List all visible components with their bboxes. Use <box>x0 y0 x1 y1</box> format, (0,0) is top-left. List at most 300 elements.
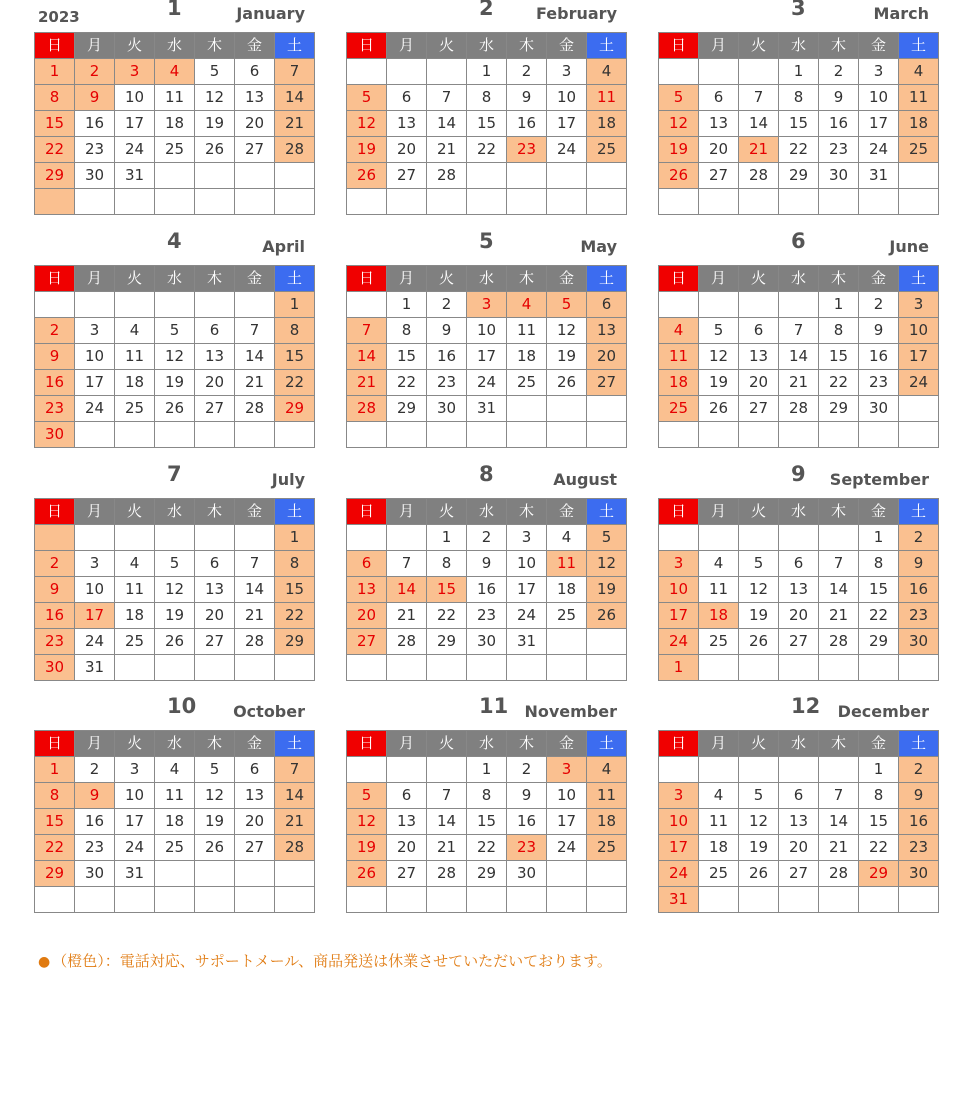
month-number: 10 <box>167 694 197 718</box>
day-cell: 25 <box>507 370 547 396</box>
day-cell: 10 <box>115 85 155 111</box>
day-cell: 23 <box>507 835 547 861</box>
day-cell: 5 <box>195 59 235 85</box>
day-cell: 4 <box>155 757 195 783</box>
empty-cell <box>587 396 627 422</box>
day-cell: 2 <box>35 551 75 577</box>
week-row <box>659 757 939 783</box>
day-cell: 15 <box>387 344 427 370</box>
day-cell: 9 <box>899 783 939 809</box>
day-cell: 28 <box>387 629 427 655</box>
day-cell: 17 <box>115 809 155 835</box>
day-cell: 25 <box>659 396 699 422</box>
day-cell: 3 <box>115 757 155 783</box>
weekday-header: 金 <box>859 499 899 525</box>
day-cell: 5 <box>587 525 627 551</box>
weekday-header: 水 <box>467 731 507 757</box>
empty-cell <box>115 887 155 913</box>
day-cell: 14 <box>779 344 819 370</box>
month-header <box>34 229 308 265</box>
empty-cell <box>387 422 427 448</box>
day-cell: 21 <box>275 111 315 137</box>
day-cell: 19 <box>195 111 235 137</box>
empty-cell <box>699 887 739 913</box>
month-header <box>658 229 932 265</box>
weekday-header-row <box>659 33 939 59</box>
empty-cell <box>155 292 195 318</box>
day-cell: 21 <box>427 835 467 861</box>
day-cell: 3 <box>75 318 115 344</box>
weekday-header: 水 <box>155 731 195 757</box>
day-cell: 19 <box>347 137 387 163</box>
weekday-header: 日 <box>35 731 75 757</box>
day-cell: 18 <box>115 603 155 629</box>
empty-cell <box>547 629 587 655</box>
day-cell: 8 <box>35 783 75 809</box>
week-row <box>347 85 627 111</box>
day-cell: 9 <box>899 551 939 577</box>
day-cell: 25 <box>155 137 195 163</box>
day-cell: 16 <box>899 809 939 835</box>
week-row <box>659 655 939 681</box>
weekday-header-row <box>659 731 939 757</box>
day-cell: 11 <box>155 783 195 809</box>
day-cell: 13 <box>195 344 235 370</box>
weekday-header: 土 <box>275 33 315 59</box>
day-cell: 26 <box>739 629 779 655</box>
day-cell: 15 <box>275 577 315 603</box>
weekday-header: 日 <box>35 499 75 525</box>
week-row <box>347 422 627 448</box>
day-cell: 4 <box>699 551 739 577</box>
empty-cell <box>347 655 387 681</box>
week-row <box>35 292 315 318</box>
month-header <box>346 229 620 265</box>
day-cell: 26 <box>195 835 235 861</box>
empty-cell <box>347 59 387 85</box>
month-calendar <box>34 694 308 913</box>
empty-cell <box>155 861 195 887</box>
empty-cell <box>547 655 587 681</box>
day-cell: 6 <box>235 757 275 783</box>
week-row <box>35 757 315 783</box>
day-cell: 3 <box>75 551 115 577</box>
day-cell: 21 <box>819 603 859 629</box>
empty-cell <box>347 422 387 448</box>
empty-cell <box>587 655 627 681</box>
day-cell: 24 <box>115 137 155 163</box>
day-cell: 14 <box>739 111 779 137</box>
week-row <box>35 370 315 396</box>
day-cell: 15 <box>467 111 507 137</box>
day-cell: 11 <box>115 344 155 370</box>
day-cell: 17 <box>547 111 587 137</box>
day-cell: 27 <box>195 629 235 655</box>
year-label: 2023 <box>38 8 80 26</box>
day-cell: 27 <box>235 835 275 861</box>
empty-cell <box>819 422 859 448</box>
day-cell: 17 <box>467 344 507 370</box>
weekday-header: 火 <box>427 731 467 757</box>
weekday-header: 木 <box>819 33 859 59</box>
day-cell: 24 <box>75 629 115 655</box>
day-cell: 24 <box>659 861 699 887</box>
day-cell: 20 <box>699 137 739 163</box>
day-cell: 4 <box>587 59 627 85</box>
day-cell: 3 <box>547 757 587 783</box>
day-cell: 17 <box>659 835 699 861</box>
weekday-header: 火 <box>739 731 779 757</box>
week-row <box>35 85 315 111</box>
empty-cell <box>155 525 195 551</box>
day-cell: 5 <box>155 318 195 344</box>
day-cell: 22 <box>35 835 75 861</box>
day-cell: 11 <box>155 85 195 111</box>
weekday-header: 土 <box>587 266 627 292</box>
day-cell: 6 <box>195 318 235 344</box>
day-cell: 24 <box>859 137 899 163</box>
week-row <box>35 835 315 861</box>
day-cell: 29 <box>467 861 507 887</box>
day-cell: 20 <box>779 603 819 629</box>
week-row <box>659 783 939 809</box>
day-cell: 28 <box>739 163 779 189</box>
week-row <box>35 189 315 215</box>
weekday-header: 木 <box>819 266 859 292</box>
weekday-header: 土 <box>275 499 315 525</box>
empty-cell <box>859 189 899 215</box>
week-row <box>659 525 939 551</box>
day-cell: 30 <box>859 396 899 422</box>
day-cell: 10 <box>547 85 587 111</box>
day-cell: 9 <box>75 783 115 809</box>
empty-cell <box>195 887 235 913</box>
week-row <box>347 603 627 629</box>
empty-cell <box>347 757 387 783</box>
month-header <box>34 0 308 32</box>
day-cell: 12 <box>699 344 739 370</box>
month-calendar <box>34 229 308 448</box>
weekday-header: 木 <box>507 266 547 292</box>
day-cell: 2 <box>859 292 899 318</box>
weekday-header: 日 <box>35 33 75 59</box>
day-cell: 31 <box>115 861 155 887</box>
day-cell: 26 <box>659 163 699 189</box>
month-calendar <box>658 229 932 448</box>
month-header <box>34 462 308 498</box>
empty-cell <box>275 163 315 189</box>
week-row <box>35 809 315 835</box>
empty-cell <box>427 757 467 783</box>
day-cell: 3 <box>659 551 699 577</box>
empty-cell <box>35 525 75 551</box>
day-cell: 20 <box>779 835 819 861</box>
day-cell: 27 <box>779 629 819 655</box>
month-table <box>346 498 627 681</box>
day-cell: 11 <box>587 85 627 111</box>
day-cell: 25 <box>699 629 739 655</box>
legend-marker: ● <box>38 954 51 970</box>
week-row <box>347 189 627 215</box>
legend-note <box>38 950 612 971</box>
week-row <box>659 163 939 189</box>
month-header <box>346 0 620 32</box>
weekday-header: 月 <box>75 731 115 757</box>
week-row <box>659 318 939 344</box>
empty-cell <box>235 163 275 189</box>
day-cell: 29 <box>859 861 899 887</box>
day-cell: 28 <box>275 835 315 861</box>
day-cell: 23 <box>899 603 939 629</box>
day-cell: 8 <box>35 85 75 111</box>
empty-cell <box>859 422 899 448</box>
day-cell: 6 <box>347 551 387 577</box>
day-cell: 7 <box>739 85 779 111</box>
empty-cell <box>195 422 235 448</box>
weekday-header: 水 <box>467 33 507 59</box>
week-row <box>35 344 315 370</box>
day-cell: 11 <box>699 809 739 835</box>
day-cell: 8 <box>859 551 899 577</box>
week-row <box>659 137 939 163</box>
day-cell: 10 <box>659 809 699 835</box>
day-cell: 12 <box>587 551 627 577</box>
week-row <box>347 887 627 913</box>
day-cell: 1 <box>427 525 467 551</box>
day-cell: 16 <box>35 370 75 396</box>
month-name: May <box>580 237 617 256</box>
week-row <box>35 525 315 551</box>
day-cell: 14 <box>235 577 275 603</box>
day-cell: 9 <box>819 85 859 111</box>
day-cell: 15 <box>275 344 315 370</box>
week-row <box>659 292 939 318</box>
empty-cell <box>195 163 235 189</box>
week-row <box>347 577 627 603</box>
empty-cell <box>547 189 587 215</box>
day-cell: 10 <box>659 577 699 603</box>
day-cell: 26 <box>739 861 779 887</box>
day-cell: 17 <box>859 111 899 137</box>
day-cell: 18 <box>659 370 699 396</box>
day-cell: 31 <box>659 887 699 913</box>
empty-cell <box>547 396 587 422</box>
empty-cell <box>739 422 779 448</box>
day-cell: 7 <box>779 318 819 344</box>
week-row <box>347 318 627 344</box>
day-cell: 17 <box>507 577 547 603</box>
day-cell: 12 <box>347 809 387 835</box>
weekday-header: 月 <box>387 33 427 59</box>
day-cell: 7 <box>427 85 467 111</box>
day-cell: 20 <box>195 370 235 396</box>
week-row <box>659 422 939 448</box>
weekday-header: 木 <box>819 731 859 757</box>
day-cell: 12 <box>739 809 779 835</box>
day-cell: 29 <box>819 396 859 422</box>
day-cell: 27 <box>739 396 779 422</box>
empty-cell <box>235 422 275 448</box>
month-number: 1 <box>167 0 182 20</box>
day-cell: 12 <box>195 783 235 809</box>
weekday-header: 土 <box>275 266 315 292</box>
month-number: 5 <box>479 229 494 253</box>
day-cell: 19 <box>699 370 739 396</box>
day-cell: 30 <box>75 861 115 887</box>
empty-cell <box>659 189 699 215</box>
empty-cell <box>235 861 275 887</box>
day-cell: 15 <box>427 577 467 603</box>
day-cell: 10 <box>467 318 507 344</box>
weekday-header: 月 <box>699 266 739 292</box>
day-cell: 6 <box>779 783 819 809</box>
weekday-header: 木 <box>507 33 547 59</box>
day-cell: 29 <box>859 629 899 655</box>
empty-cell <box>859 887 899 913</box>
day-cell: 15 <box>859 577 899 603</box>
weekday-header-row <box>347 266 627 292</box>
week-row <box>35 137 315 163</box>
day-cell: 5 <box>739 783 779 809</box>
day-cell: 14 <box>819 809 859 835</box>
week-row <box>659 189 939 215</box>
day-cell: 5 <box>195 757 235 783</box>
week-row <box>347 137 627 163</box>
month-calendar <box>346 0 620 215</box>
month-number: 6 <box>791 229 806 253</box>
day-cell: 18 <box>699 835 739 861</box>
empty-cell <box>115 655 155 681</box>
empty-cell <box>75 292 115 318</box>
day-cell: 8 <box>275 551 315 577</box>
day-cell: 12 <box>155 577 195 603</box>
weekday-header: 日 <box>659 33 699 59</box>
day-cell: 23 <box>859 370 899 396</box>
day-cell: 16 <box>75 809 115 835</box>
day-cell: 1 <box>387 292 427 318</box>
day-cell: 4 <box>507 292 547 318</box>
day-cell: 23 <box>75 835 115 861</box>
week-row <box>347 111 627 137</box>
day-cell: 21 <box>387 603 427 629</box>
month-number: 12 <box>791 694 821 718</box>
month-header <box>658 462 932 498</box>
day-cell: 21 <box>779 370 819 396</box>
empty-cell <box>115 189 155 215</box>
empty-cell <box>115 525 155 551</box>
day-cell: 25 <box>115 396 155 422</box>
day-cell: 13 <box>347 577 387 603</box>
empty-cell <box>427 655 467 681</box>
empty-cell <box>779 655 819 681</box>
day-cell: 23 <box>35 396 75 422</box>
empty-cell <box>507 422 547 448</box>
month-number: 3 <box>791 0 806 20</box>
day-cell: 17 <box>75 603 115 629</box>
legend-text: （橙色）：電話対応、サポートメール、商品発送は休業させていただいております。 <box>52 952 612 970</box>
day-cell: 10 <box>899 318 939 344</box>
day-cell: 26 <box>195 137 235 163</box>
day-cell: 29 <box>387 396 427 422</box>
day-cell: 21 <box>819 835 859 861</box>
weekday-header: 金 <box>235 499 275 525</box>
day-cell: 8 <box>819 318 859 344</box>
empty-cell <box>275 887 315 913</box>
day-cell: 21 <box>235 370 275 396</box>
day-cell: 6 <box>739 318 779 344</box>
empty-cell <box>427 887 467 913</box>
day-cell: 2 <box>35 318 75 344</box>
week-row <box>347 551 627 577</box>
empty-cell <box>467 655 507 681</box>
week-row <box>347 396 627 422</box>
day-cell: 3 <box>507 525 547 551</box>
day-cell: 25 <box>587 137 627 163</box>
weekday-header: 木 <box>195 266 235 292</box>
week-row <box>659 629 939 655</box>
empty-cell <box>899 422 939 448</box>
empty-cell <box>547 861 587 887</box>
week-row <box>35 163 315 189</box>
month-number: 8 <box>479 462 494 486</box>
weekday-header: 水 <box>155 499 195 525</box>
weekday-header: 日 <box>347 266 387 292</box>
day-cell: 31 <box>467 396 507 422</box>
empty-cell <box>35 292 75 318</box>
month-table <box>34 32 315 215</box>
weekday-header: 金 <box>235 266 275 292</box>
day-cell: 27 <box>699 163 739 189</box>
month-number: 7 <box>167 462 182 486</box>
day-cell: 25 <box>699 861 739 887</box>
day-cell: 18 <box>587 111 627 137</box>
day-cell: 23 <box>427 370 467 396</box>
empty-cell <box>739 59 779 85</box>
month-number: 9 <box>791 462 806 486</box>
empty-cell <box>779 525 819 551</box>
month-header <box>346 462 620 498</box>
empty-cell <box>819 887 859 913</box>
weekday-header: 月 <box>387 266 427 292</box>
weekday-header: 火 <box>115 33 155 59</box>
day-cell: 3 <box>115 59 155 85</box>
week-row <box>35 783 315 809</box>
month-calendar <box>346 229 620 448</box>
empty-cell <box>699 189 739 215</box>
day-cell: 6 <box>387 783 427 809</box>
week-row <box>659 577 939 603</box>
day-cell: 2 <box>899 525 939 551</box>
weekday-header: 火 <box>739 266 779 292</box>
empty-cell <box>467 163 507 189</box>
weekday-header: 水 <box>467 499 507 525</box>
day-cell: 12 <box>347 111 387 137</box>
weekday-header: 月 <box>387 731 427 757</box>
empty-cell <box>235 292 275 318</box>
day-cell: 13 <box>195 577 235 603</box>
month-table <box>658 730 939 913</box>
empty-cell <box>347 525 387 551</box>
weekday-header-row <box>659 266 939 292</box>
day-cell: 27 <box>347 629 387 655</box>
day-cell: 17 <box>115 111 155 137</box>
day-cell: 26 <box>347 861 387 887</box>
day-cell: 16 <box>75 111 115 137</box>
day-cell: 1 <box>467 59 507 85</box>
day-cell: 3 <box>659 783 699 809</box>
day-cell: 8 <box>387 318 427 344</box>
empty-cell <box>739 189 779 215</box>
